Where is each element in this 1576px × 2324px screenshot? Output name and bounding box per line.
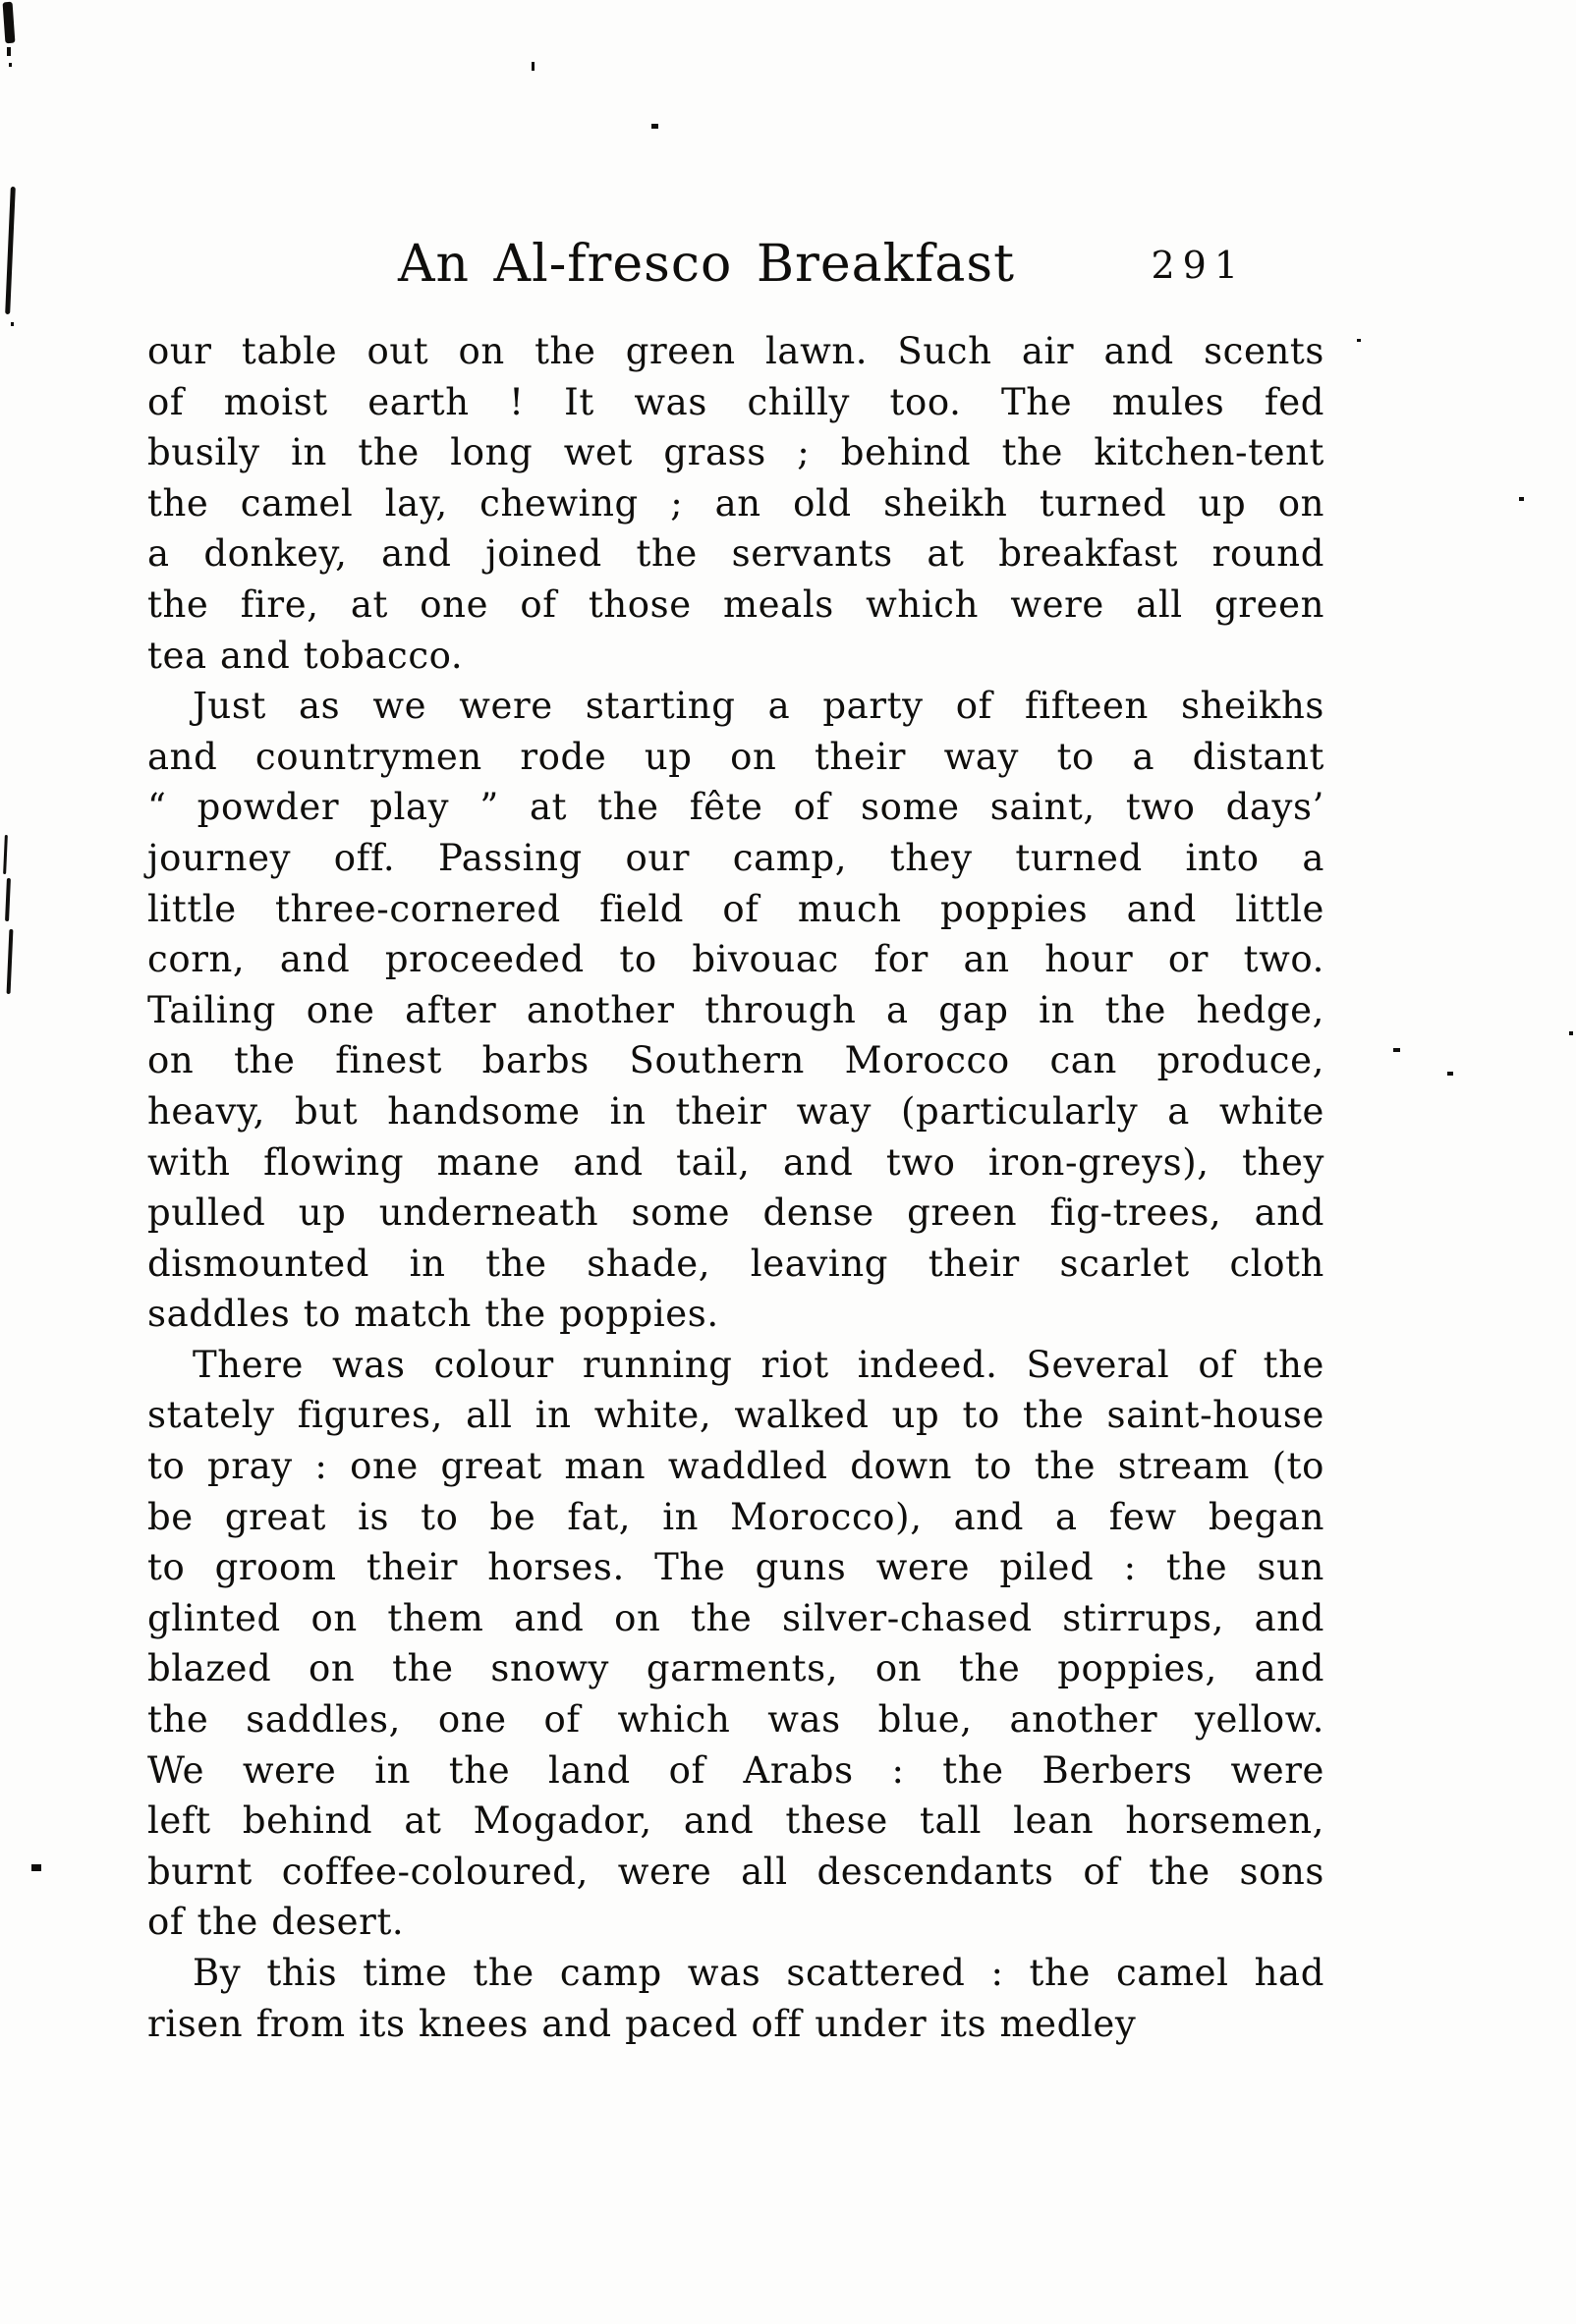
text-line: corn, and proceeded to bivouac for an hour or two.	[147, 938, 1324, 981]
text-line: be great is to be fat, in Morocco), and a few began	[147, 1495, 1324, 1538]
text-line: blazed on the snowy garments, on the poppies, and	[147, 1647, 1324, 1690]
ink-speck	[1393, 1048, 1400, 1052]
text-line: a donkey, and joined the servants at breakfast round	[147, 532, 1324, 576]
text-line: left behind at Mogador, and these tall lean horsemen,	[147, 1799, 1324, 1843]
text-line: burnt coffee-coloured, were all descendants of the sons	[147, 1850, 1324, 1893]
text-line: Tailing one after another through a gap in the hedge,	[147, 988, 1324, 1031]
text-line: to groom their horses. The guns were piled : the sun	[147, 1546, 1324, 1589]
ink-speck	[7, 47, 11, 56]
text-line: of moist earth ! It was chilly too. The mules fed	[147, 380, 1324, 423]
text-line: our table out on the green lawn. Such air and scents	[147, 330, 1324, 372]
paragraph	[147, 1340, 1324, 1948]
text-line: There was colour running riot indeed. Several of the	[193, 1343, 1324, 1386]
text-line: tea and tobacco.	[147, 634, 464, 677]
scan-artifact-corner-mark	[3, 2, 16, 44]
paragraph	[147, 681, 1324, 1340]
text-line: little three-cornered field of much poppies and little	[147, 887, 1324, 930]
ink-speck	[1357, 339, 1361, 342]
scan-artifact-left-stroke	[3, 835, 8, 874]
text-line: of the desert.	[147, 1901, 405, 1944]
text-column	[147, 0, 1324, 2049]
ink-speck	[11, 322, 14, 326]
text-line: saddles to match the poppies.	[147, 1293, 719, 1336]
text-line: glinted on them and on the silver-chased stirrups, and	[147, 1596, 1324, 1639]
text-line: and countrymen rode up on their way to a distant	[147, 735, 1324, 778]
ink-speck	[1569, 1031, 1573, 1035]
text-line: By this time the camp was scattered : the camel had	[193, 1952, 1324, 1994]
text-line: busily in the long wet grass ; behind the kitchen-tent	[147, 431, 1324, 474]
text-line: dismounted in the shade, leaving their scarlet cloth	[147, 1242, 1324, 1285]
text-line: We were in the land of Arabs : the Berbers were	[147, 1748, 1324, 1792]
paragraph	[147, 1948, 1324, 2049]
page-number: 291	[1151, 244, 1246, 287]
page-title: An Al-fresco Breakfast	[397, 235, 1016, 294]
text-line: “ powder play ” at the fête of some saint, two days’	[147, 786, 1324, 829]
scan-artifact-left-stroke	[5, 187, 16, 314]
text-line: risen from its knees and paced off under its medley	[147, 2002, 1137, 2045]
text-line: the fire, at one of those meals which were all green	[147, 582, 1324, 626]
ink-speck	[9, 63, 12, 67]
page-body	[147, 326, 1324, 2049]
scan-artifact-left-stroke	[5, 878, 11, 921]
text-line: pulled up underneath some dense green fig-trees, and	[147, 1191, 1324, 1235]
text-line: on the finest barbs Southern Morocco can produce,	[147, 1039, 1324, 1082]
text-line: Just as we were starting a party of fifteen sheikhs	[193, 685, 1324, 728]
text-line: heavy, but handsome in their way (particularly a white	[147, 1089, 1324, 1133]
text-line: the camel lay, chewing ; an old sheikh turned up on	[147, 481, 1324, 525]
text-line: to pray : one great man waddled down to the stream (to	[147, 1445, 1324, 1488]
paragraph	[147, 326, 1324, 681]
ink-speck	[1519, 497, 1524, 501]
scan-artifact-left-stroke	[7, 929, 14, 994]
text-line: with flowing mane and tail, and two iron-greys), they	[147, 1140, 1324, 1184]
text-line: the saddles, one of which was blue, another yellow.	[147, 1698, 1324, 1742]
ink-speck	[31, 1864, 41, 1871]
page-header	[147, 232, 1324, 297]
text-line: journey off. Passing our camp, they turned into a	[147, 836, 1324, 879]
ink-speck	[1447, 1072, 1453, 1076]
text-line: stately figures, all in white, walked up to the saint-house	[147, 1394, 1324, 1437]
